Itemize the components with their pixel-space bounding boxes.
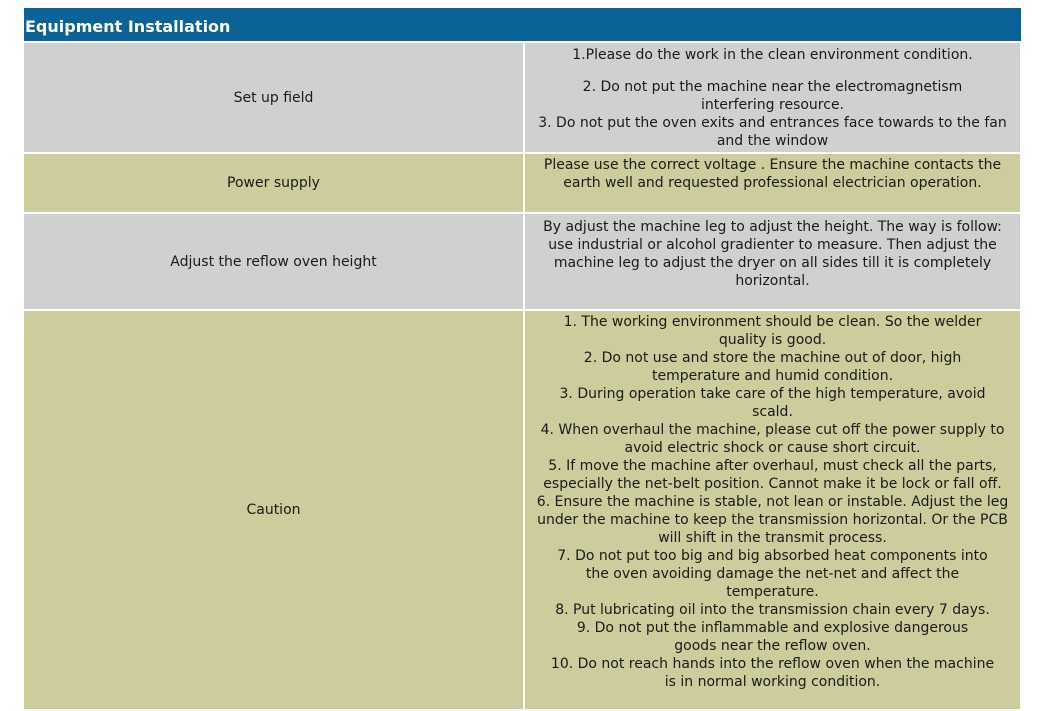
content-line: By adjust the machine leg to adjust the height. The way is follow: use industrial or alcohol gradienter to measure. Then adjust the machine leg to adjust the dryer on all sides till it is completely horizontal. xyxy=(543,219,1002,289)
table-row xyxy=(24,213,1021,310)
table-row xyxy=(24,43,1021,153)
row-label: Power supply xyxy=(24,153,524,213)
row-content xyxy=(524,310,1021,710)
row-label: Set up field xyxy=(24,43,524,153)
row-content xyxy=(524,213,1021,310)
content-line: 9. Do not put the inflammable and explosive dangerous goods near the reflow oven. xyxy=(576,620,969,654)
content-line: 2. Do not use and store the machine out of door, high temperature and humid condition. xyxy=(583,350,962,384)
section-title: Equipment Installation xyxy=(24,8,1021,43)
row-label: Adjust the reflow oven height xyxy=(24,213,524,310)
line-gap xyxy=(535,64,1010,78)
row-content xyxy=(524,153,1021,213)
installation-table xyxy=(24,43,1021,711)
content-line: 10. Do not reach hands into the reflow oven when the machine is in normal working condition. xyxy=(550,656,995,690)
content-line: 5. If move the machine after overhaul, must check all the parts, especially the net-belt position. Cannot make it be lock or fall off. xyxy=(543,458,1002,492)
content-line: 1. The working environment should be clean. So the welder quality is good. xyxy=(563,314,982,348)
content-line: 8. Put lubricating oil into the transmission chain every 7 days. xyxy=(555,602,990,618)
content-line: 3. During operation take care of the high temperature, avoid scald. xyxy=(559,386,986,420)
content-line: Please use the correct voltage . Ensure the machine contacts the earth well and requested professional electrician operation. xyxy=(543,157,1002,191)
table-row xyxy=(24,310,1021,710)
row-label: Caution xyxy=(24,310,524,710)
content-line: 7. Do not put too big and big absorbed heat components into the oven avoiding damage the net-net and affect the temperature. xyxy=(557,548,988,600)
content-line: 3. Do not put the oven exits and entrances face towards to the fan and the window xyxy=(538,115,1007,149)
content-line: 1.Please do the work in the clean environment condition. xyxy=(572,47,973,63)
equipment-installation-section xyxy=(24,8,1021,711)
content-line: 6. Ensure the machine is stable, not lean or instable. Adjust the leg under the machine to keep the transmission horizontal. Or the PCB will shift in the transmit process. xyxy=(536,494,1009,546)
content-line: 4. When overhaul the machine, please cut off the power supply to avoid electric shock or cause short circuit. xyxy=(540,422,1005,456)
table-row xyxy=(24,153,1021,213)
content-line: 2. Do not put the machine near the electromagnetism interfering resource. xyxy=(582,79,963,113)
row-content xyxy=(524,43,1021,153)
